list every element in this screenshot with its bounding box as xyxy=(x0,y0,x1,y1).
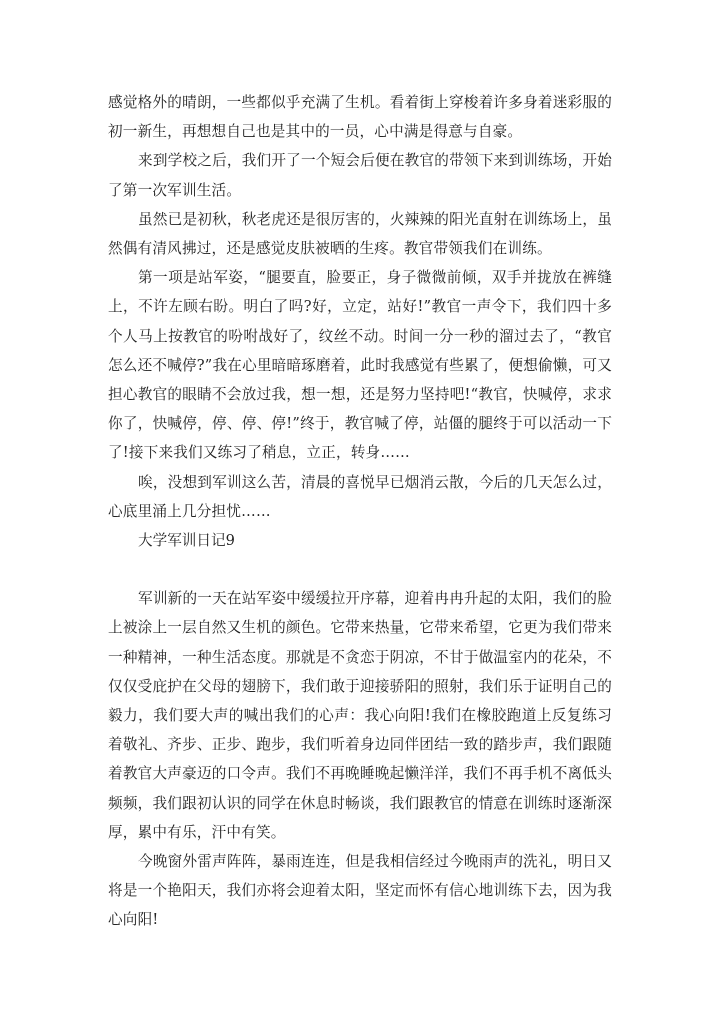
document-body xyxy=(108,88,612,935)
paragraph: 来到学校之后，我们开了一个短会后便在教官的带领下来到训练场，开始了第一次军训生活。 xyxy=(108,152,612,199)
paragraph: 虽然已是初秋，秋老虎还是很厉害的，火辣辣的阳光直射在训练场上，虽然偶有清风拂过，还是感觉皮肤被晒的生疼。教官带领我们在训练。 xyxy=(108,210,612,258)
paragraph: 感觉格外的晴朗，一些都似乎充满了生机。看着街上穿梭着许多身着迷彩服的初一新生，再想想自己也是其中的一员，心中满是得意与自豪。 xyxy=(108,94,612,141)
paragraph: 唉，没想到军训这么苦，清晨的喜悦早已烟消云散，今后的几天怎么过，心底里涌上几分担忧…… xyxy=(108,473,612,520)
paragraph: 今晚窗外雷声阵阵，暴雨连连，但是我相信经过今晚雨声的洗礼，明日又将是一个艳阳天，我们亦将会迎着太阳，坚定而怀有信心地训练下去，因为我心向阳! xyxy=(108,853,612,929)
paragraph: 第一项是站军姿，“腿要直，脸要正，身子微微前倾，双手并拢放在裤缝上，不许左顾右盼。明白了吗?好，立定，站好!”教官一声令下，我们四十多个人马上按教官的吩咐战好了，纹丝不动。时间一分一秒的溜过去了，“教官怎么还不喊停?”我在心里暗暗琢磨着，此时我感觉有些累了，便想偷懒，可又担心教官的眼睛不会放过我，想一想，还是努力坚持吧!“教官，快喊停，求求你了，快喊停，停、停、停!”终于，教官喊了停，站僵的腿终于可以活动一下了!接下来我们又练习了稍息，立正，转身…… xyxy=(108,269,612,462)
section-heading: 大学军训日记9 xyxy=(138,532,235,550)
paragraph: 军训新的一天在站军姿中缓缓拉开序幕，迎着冉冉升起的太阳，我们的脸上被涂上一层自然又生机的颜色。它带来热量，它带来希望，它更为我们带来一种精神，一种生活态度。那就是不贪恋于阴凉，不甘于做温室内的花朵，不仅仅受庇护在父母的翅膀下，我们敢于迎接骄阳的照射，我们乐于证明自己的毅力，我们要大声的喊出我们的心声：我心向阳!我们在橡胶跑道上反复练习着敬礼、齐步、正步、跑步，我们听着身边同伴团结一致的踏步声，我们跟随着教官大声豪迈的口令声。我们不再晚睡晚起懒洋洋，我们不再手机不离低头频频，我们跟初认识的同学在休息时畅谈，我们跟教官的情意在训练时逐渐深厚，累中有乐，汗中有笑。 xyxy=(108,590,612,841)
